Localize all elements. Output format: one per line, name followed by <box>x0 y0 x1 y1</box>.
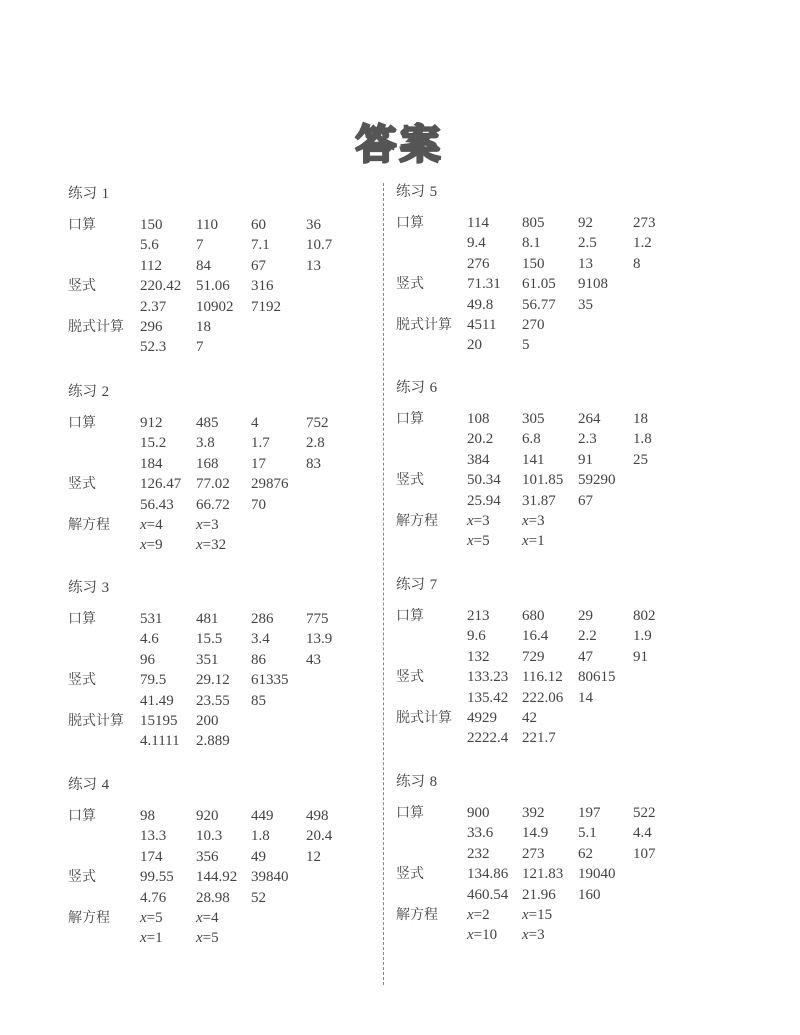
answer-value: 522 <box>633 805 656 821</box>
answer-value: 10.7 <box>306 237 333 254</box>
section-label: 口算 <box>68 217 96 233</box>
answer-value: 91 <box>633 648 648 665</box>
answer-value: 1.2 <box>633 235 652 252</box>
answer-value: 29.12 <box>196 672 230 689</box>
answer-value: 150 <box>140 217 163 233</box>
section-label: 竖式 <box>396 866 424 883</box>
answer-value: 4.76 <box>140 889 167 906</box>
answer-value: 273 <box>522 845 545 862</box>
answer-value: 9.6 <box>467 628 486 645</box>
section-label: 口算 <box>396 411 424 427</box>
answer-value: 2.889 <box>196 733 230 750</box>
answer-value: 485 <box>196 415 219 431</box>
answer-value: 775 <box>306 611 329 627</box>
answer-value: x=32 <box>196 537 227 554</box>
answer-value: 3.8 <box>196 435 215 452</box>
exercise-name: 练习 <box>68 186 97 202</box>
answer-value: 20 <box>467 337 482 354</box>
answer-value: 47 <box>578 648 593 665</box>
answer-value: 141 <box>522 451 545 468</box>
answer-value: 2222.4 <box>467 730 509 747</box>
answer-value: 912 <box>140 415 163 431</box>
answer-value: x=4 <box>140 517 163 533</box>
answer-value: 316 <box>251 278 274 295</box>
exercise-block <box>396 378 736 550</box>
answer-value: 114 <box>467 215 489 231</box>
section-label: 脱式计算 <box>396 710 452 726</box>
answer-value: 67 <box>578 492 593 509</box>
exercise-name: 练习 <box>68 384 97 400</box>
answer-value: 49.8 <box>467 296 494 313</box>
answer-value: x=9 <box>140 537 163 554</box>
exercise-title <box>68 775 408 795</box>
exercise-number: 5 <box>429 184 438 200</box>
answer-value: 51.06 <box>196 278 230 295</box>
answer-value: 91 <box>578 451 593 468</box>
answer-value: 107 <box>633 845 656 862</box>
answer-value: 460.54 <box>467 886 509 903</box>
answer-value: 384 <box>467 451 490 468</box>
answer-value: 1.9 <box>633 628 652 645</box>
answer-value: 135.42 <box>467 689 509 706</box>
answer-value: 85 <box>251 692 266 709</box>
answer-value: 18 <box>633 411 648 427</box>
answer-value: 9108 <box>578 276 608 293</box>
section-label: 竖式 <box>68 476 96 493</box>
answer-value: 21.96 <box>522 886 556 903</box>
answer-value: 7 <box>196 237 204 254</box>
answer-value: 232 <box>467 845 490 862</box>
answer-value: 2.5 <box>578 235 597 252</box>
answer-value: 9.4 <box>467 235 486 252</box>
answer-value: 14.9 <box>522 825 549 842</box>
answer-value: 222.06 <box>522 689 564 706</box>
answer-value: 8 <box>633 255 641 272</box>
section-label: 竖式 <box>68 869 96 886</box>
answer-value: 132 <box>467 648 490 665</box>
answer-value: 4511 <box>467 317 497 333</box>
answer-value: 2.37 <box>140 298 167 315</box>
answer-value: 96 <box>140 651 155 668</box>
answer-value: 28.98 <box>196 889 230 906</box>
answer-value: 36 <box>306 217 321 233</box>
answer-value: x=15 <box>522 907 553 923</box>
answer-value: 86 <box>251 651 266 668</box>
exercise-number: 2 <box>101 384 110 400</box>
answer-value: 221.7 <box>522 730 556 747</box>
answer-value: 449 <box>251 808 274 824</box>
answer-value: 20.4 <box>306 828 333 845</box>
answer-value: 61.05 <box>522 276 556 293</box>
exercise-block <box>68 578 408 750</box>
exercise-block <box>396 182 736 354</box>
answer-value: 49 <box>251 848 266 865</box>
exercise-name: 练习 <box>396 184 425 200</box>
exercise-title <box>396 575 736 595</box>
answer-value: 1.8 <box>633 431 652 448</box>
answer-value: x=5 <box>140 910 163 926</box>
answer-value: 680 <box>522 608 545 624</box>
answer-value: 15.2 <box>140 435 167 452</box>
answer-value: 79.5 <box>140 672 167 689</box>
answer-value: 80615 <box>578 669 616 686</box>
answer-value: 84 <box>196 257 211 274</box>
answer-value: 213 <box>467 608 490 624</box>
answer-value: 60 <box>251 217 266 233</box>
exercise-number: 8 <box>429 774 438 790</box>
answer-value: 112 <box>140 257 162 274</box>
exercise-name: 练习 <box>68 777 97 793</box>
answer-value: x=4 <box>196 910 219 926</box>
answer-value: 276 <box>467 255 490 272</box>
answer-value: 5.1 <box>578 825 597 842</box>
answer-value: 42 <box>522 710 537 726</box>
answer-value: 41.49 <box>140 692 174 709</box>
exercise-number: 7 <box>429 577 438 593</box>
answer-value: 50.34 <box>467 472 501 489</box>
exercise-title <box>396 378 736 398</box>
answer-value: 481 <box>196 611 219 627</box>
answer-value: 121.83 <box>522 866 564 883</box>
section-label: 脱式计算 <box>68 319 124 335</box>
answer-value: 197 <box>578 805 601 821</box>
answer-value: 56.77 <box>522 296 556 313</box>
answer-value: 77.02 <box>196 476 230 493</box>
section-label: 竖式 <box>396 669 424 686</box>
answer-value: 305 <box>522 411 545 427</box>
answer-value: 144.92 <box>196 869 238 886</box>
answer-value: 7 <box>196 339 204 356</box>
answer-value: 4929 <box>467 710 497 726</box>
answer-value: 66.72 <box>196 496 230 513</box>
answer-value: 13.9 <box>306 631 333 648</box>
answer-value: 13.3 <box>140 828 167 845</box>
section-label: 口算 <box>68 808 96 824</box>
exercise-block <box>396 575 736 747</box>
answer-value: 31.87 <box>522 492 556 509</box>
answer-value: 150 <box>522 255 545 272</box>
section-label: 口算 <box>396 805 424 821</box>
answer-value: 356 <box>196 848 219 865</box>
answer-value: 15195 <box>140 713 178 729</box>
answer-value: 29 <box>578 608 593 624</box>
answer-value: 20.2 <box>467 431 494 448</box>
answer-value: x=5 <box>196 930 219 947</box>
answer-value: 62 <box>578 845 593 862</box>
answer-value: x=1 <box>522 533 545 550</box>
answer-value: x=10 <box>467 927 498 944</box>
answer-value: 70 <box>251 496 266 513</box>
answer-value: 160 <box>578 886 601 903</box>
answer-value: 174 <box>140 848 163 865</box>
section-label: 竖式 <box>68 672 96 689</box>
exercise-title <box>396 772 736 792</box>
answer-value: 13 <box>306 257 321 274</box>
answer-value: 392 <box>522 805 545 821</box>
answer-value: 133.23 <box>467 669 509 686</box>
answer-value: 752 <box>306 415 329 431</box>
answer-value: 61335 <box>251 672 289 689</box>
answer-value: 19040 <box>578 866 616 883</box>
exercise-title <box>396 182 736 202</box>
section-label: 口算 <box>396 608 424 624</box>
answer-value: 67 <box>251 257 266 274</box>
answer-value: x=5 <box>467 533 490 550</box>
answer-value: 286 <box>251 611 274 627</box>
section-label: 脱式计算 <box>396 317 452 333</box>
answer-value: 52 <box>251 889 266 906</box>
answer-value: 25.94 <box>467 492 501 509</box>
answer-value: 220.42 <box>140 278 182 295</box>
answer-value: 920 <box>196 808 219 824</box>
answer-value: 4.4 <box>633 825 652 842</box>
answer-value: 56.43 <box>140 496 174 513</box>
exercise-name: 练习 <box>68 580 97 596</box>
answer-value: 126.47 <box>140 476 182 493</box>
answer-value: 59290 <box>578 472 616 489</box>
answer-value: 99.55 <box>140 869 174 886</box>
answer-value: 98 <box>140 808 155 824</box>
answer-value: 2.8 <box>306 435 325 452</box>
section-label: 竖式 <box>68 278 96 295</box>
answer-value: 110 <box>196 217 218 233</box>
answer-value: 71.31 <box>467 276 501 293</box>
answer-value: 1.7 <box>251 435 270 452</box>
answer-value: 25 <box>633 451 648 468</box>
answer-value: 13 <box>578 255 593 272</box>
section-label: 竖式 <box>396 276 424 293</box>
answer-value: 4.6 <box>140 631 159 648</box>
answer-value: 17 <box>251 455 266 472</box>
answer-value: 10902 <box>196 298 234 315</box>
answer-value: x=3 <box>467 513 490 529</box>
answer-value: 10.3 <box>196 828 223 845</box>
answer-value: 16.4 <box>522 628 549 645</box>
answer-value: 7192 <box>251 298 281 315</box>
answer-value: 729 <box>522 648 545 665</box>
exercise-block <box>396 772 736 944</box>
answer-value: 134.86 <box>467 866 509 883</box>
exercise-name: 练习 <box>396 577 425 593</box>
answer-value: 29876 <box>251 476 289 493</box>
answer-value: 4.1111 <box>140 733 180 750</box>
exercise-title <box>68 578 408 598</box>
answer-value: 273 <box>633 215 656 231</box>
answer-value: x=3 <box>522 513 545 529</box>
section-label: 口算 <box>68 611 96 627</box>
answer-value: 8.1 <box>522 235 541 252</box>
exercise-number: 1 <box>101 186 110 202</box>
answer-value: 900 <box>467 805 490 821</box>
answer-value: 12 <box>306 848 321 865</box>
answer-value: x=2 <box>467 907 490 923</box>
answer-value: 18 <box>196 319 211 335</box>
section-label: 解方程 <box>396 907 438 923</box>
answer-value: x=3 <box>522 927 545 944</box>
section-label: 解方程 <box>396 513 438 529</box>
section-label: 解方程 <box>68 910 110 926</box>
answer-value: 802 <box>633 608 656 624</box>
answer-value: 184 <box>140 455 163 472</box>
answer-value: 39840 <box>251 869 289 886</box>
exercise-number: 4 <box>101 777 110 793</box>
section-label: 脱式计算 <box>68 713 124 729</box>
answer-value: 108 <box>467 411 490 427</box>
answer-value: 805 <box>522 215 545 231</box>
answer-value: 83 <box>306 455 321 472</box>
answer-value: 168 <box>196 455 219 472</box>
answer-value: 23.55 <box>196 692 230 709</box>
answer-value: 116.12 <box>522 669 563 686</box>
section-label: 口算 <box>68 415 96 431</box>
answer-value: 200 <box>196 713 219 729</box>
answer-value: 7.1 <box>251 237 270 254</box>
exercise-block <box>68 775 408 947</box>
answer-value: 33.6 <box>467 825 494 842</box>
answer-value: 43 <box>306 651 321 668</box>
page-title: 答案 <box>356 122 444 168</box>
answer-value: x=3 <box>196 517 219 533</box>
answer-value: 1.8 <box>251 828 270 845</box>
answer-value: 296 <box>140 319 163 335</box>
answer-value: 6.8 <box>522 431 541 448</box>
answer-value: x=1 <box>140 930 163 947</box>
answer-value: 531 <box>140 611 163 627</box>
answer-value: 5 <box>522 337 530 354</box>
exercise-block <box>68 382 408 554</box>
answer-value: 92 <box>578 215 593 231</box>
answer-value: 498 <box>306 808 329 824</box>
answer-value: 14 <box>578 689 593 706</box>
exercise-name: 练习 <box>396 380 425 396</box>
section-label: 竖式 <box>396 472 424 489</box>
answer-value: 4 <box>251 415 259 431</box>
answer-value: 15.5 <box>196 631 223 648</box>
answer-value: 101.85 <box>522 472 564 489</box>
answer-value: 35 <box>578 296 593 313</box>
exercise-title <box>68 184 408 204</box>
answer-value: 270 <box>522 317 545 333</box>
exercise-number: 6 <box>429 380 438 396</box>
exercise-name: 练习 <box>396 774 425 790</box>
answer-value: 5.6 <box>140 237 159 254</box>
answer-value: 351 <box>196 651 219 668</box>
section-label: 解方程 <box>68 517 110 533</box>
answer-value: 264 <box>578 411 601 427</box>
exercise-block <box>68 184 408 356</box>
answer-value: 2.3 <box>578 431 597 448</box>
answer-value: 2.2 <box>578 628 597 645</box>
exercise-number: 3 <box>101 580 110 596</box>
section-label: 口算 <box>396 215 424 231</box>
exercise-title <box>68 382 408 402</box>
answer-value: 3.4 <box>251 631 270 648</box>
answer-value: 52.3 <box>140 339 167 356</box>
